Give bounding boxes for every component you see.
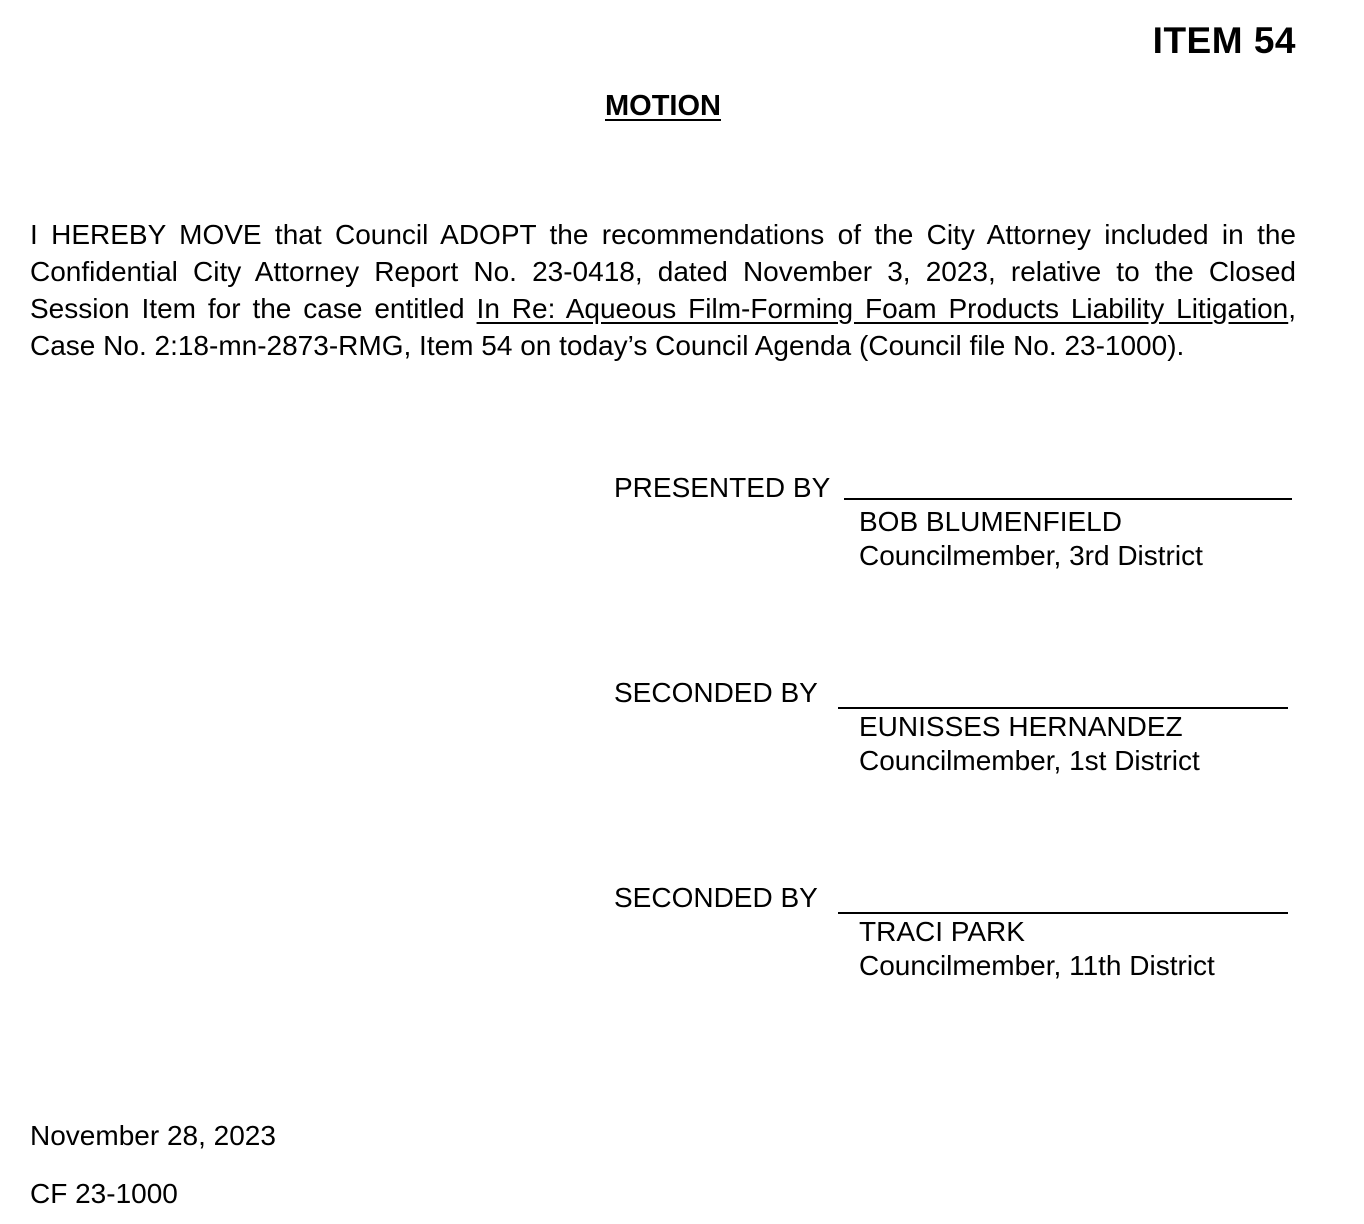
document-date: November 28, 2023	[30, 1120, 276, 1151]
document-title: MOTION	[605, 90, 721, 122]
motion-body-paragraph	[30, 216, 1296, 364]
signer-name: EUNISSES HERNANDEZ	[859, 711, 1183, 742]
motion-body-text-end: , Case No. 2:18-mn-2873-RMG, Item 54 on today’s Council Agenda (Council file No. 23-1000).	[30, 293, 1296, 361]
item-number-heading: ITEM 54	[1152, 20, 1296, 61]
presented-by-label: PRESENTED BY	[614, 472, 831, 503]
motion-body-text-start: I HEREBY MOVE that Council ADOPT the recommendations of the City Attorney included in the Confidential City Attorney Report No. 23-0418, dated November 3, 2023, relative to the Closed Session Item for the case entitled	[30, 219, 1296, 324]
signer-title: Councilmember, 1st District	[859, 745, 1200, 776]
case-title: In Re: Aqueous Film-Forming Foam Products Liability Litigation	[476, 293, 1289, 324]
signer-title: Councilmember, 11th District	[859, 950, 1215, 981]
seconded-by-signature-line	[838, 707, 1288, 709]
signer-name: BOB BLUMENFIELD	[859, 506, 1122, 537]
seconded-by-label: SECONDED BY	[614, 882, 818, 913]
signer-name: TRACI PARK	[859, 916, 1025, 947]
presented-by-signature-line	[844, 498, 1292, 500]
seconded-by-label: SECONDED BY	[614, 677, 818, 708]
seconded-by-signature-line	[838, 912, 1288, 914]
council-file-number: CF 23-1000	[30, 1178, 178, 1209]
signer-title: Councilmember, 3rd District	[859, 540, 1203, 571]
